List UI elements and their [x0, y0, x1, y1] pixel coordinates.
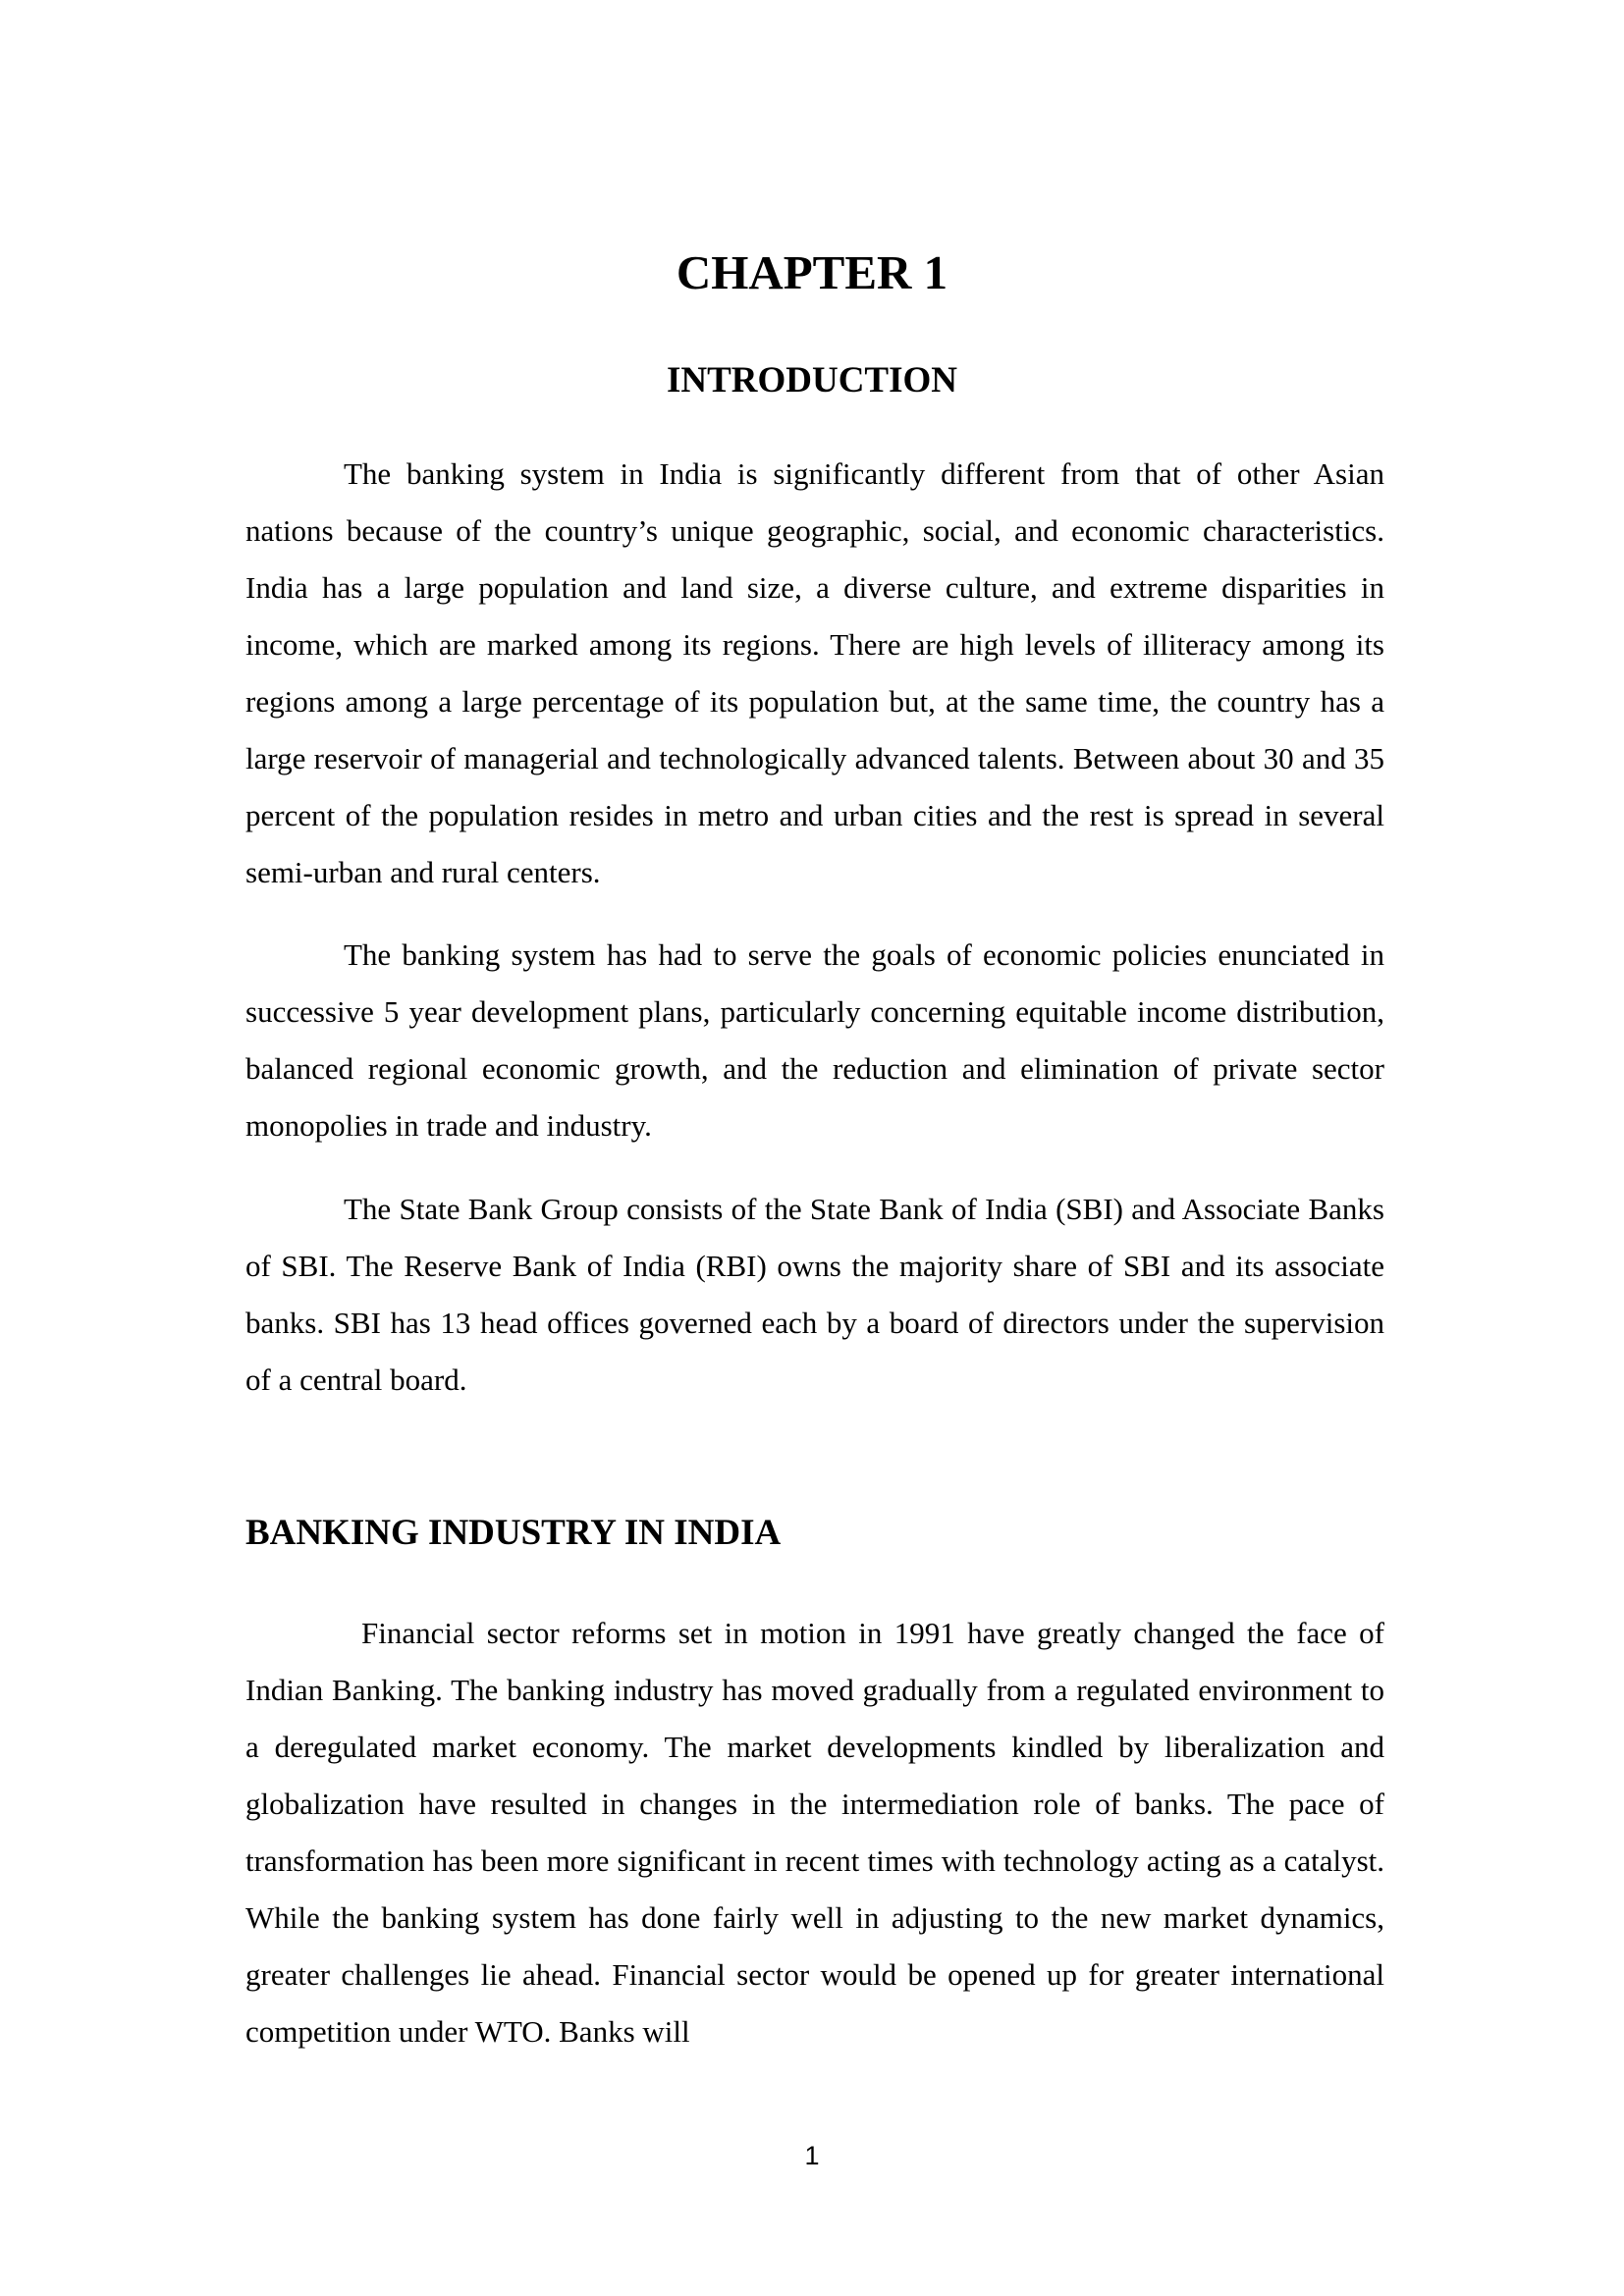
chapter-subtitle: INTRODUCTION	[666, 360, 958, 400]
section-heading-banking-industry: BANKING INDUSTRY IN INDIA	[245, 1513, 782, 1553]
intro-paragraph-1	[245, 446, 1384, 901]
intro-paragraph-3	[245, 1181, 1384, 1409]
intro-paragraph-1-text: The banking system in India is significantly different from that of other Asian nations because of the country’s unique geographic, social, and economic characteristics. India has a large population and land size, a diverse culture, and extreme disparities in income, which are marked among its regions. There are high levels of illiteracy among its regions among a large percentage of its population but, at the same time, the country has a large reservoir of managerial and technologically advanced talents. Between about 30 and 35 percent of the population resides in metro and urban cities and the rest is spread in several semi-urban and rural centers.	[245, 456, 1384, 889]
banking-industry-paragraph	[245, 1605, 1384, 2060]
intro-paragraph-3-text: The State Bank Group consists of the State Bank of India (SBI) and Associate Banks of SBI. The Reserve Bank of India (RBI) owns the majority share of SBI and its associate banks. SBI has 13 head offices governed each by a board of directors under the supervision of a central board.	[245, 1192, 1384, 1397]
page-number: 1	[804, 2141, 820, 2170]
banking-industry-paragraph-text: Financial sector reforms set in motion in 1991 have greatly changed the face of Indian Banking. The banking industry has moved gradually from a regulated environment to a deregulated market economy. The market developments kindled by liberalization and globalization have resulted in changes in the intermediation role of banks. The pace of transformation has been more significant in recent times with technology acting as a catalyst. While the banking system has done fairly well in adjusting to the new market dynamics, greater challenges lie ahead. Financial sector would be opened up for greater international competition under WTO. Banks will	[245, 1616, 1384, 2049]
intro-paragraph-2-text: The banking system has had to serve the goals of economic policies enunciated in successive 5 year development plans, particularly concerning equitable income distribution, balanced regional economic growth, and the reduction and elimination of private sector monopolies in trade and industry.	[245, 937, 1384, 1143]
chapter-title: CHAPTER 1	[676, 245, 948, 299]
intro-paragraph-2	[245, 927, 1384, 1154]
